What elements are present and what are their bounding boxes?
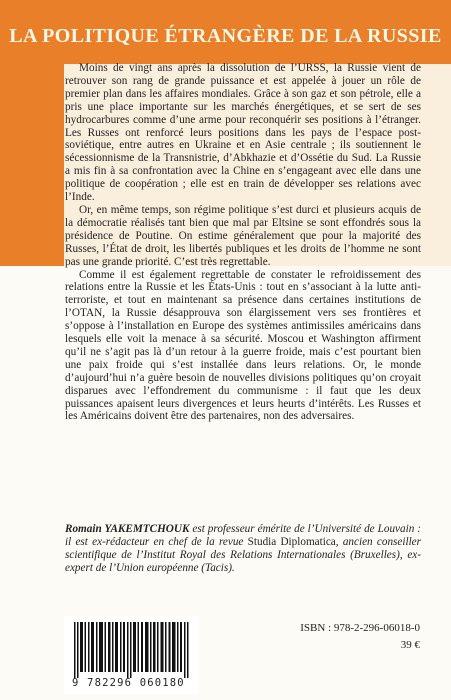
- author-bio-text-1: est professeur émérite de l’Université de Louvain : il est ex-rédacteur en chef de la revue: [65, 523, 421, 548]
- blurb-paragraph-3: Comme il est également regrettable de constater le refroidissement des relations entre la Russie et les États-Unis : tout en s’associant à la lutte anti-terroriste, et tout en maintenant sa présence dans certaines institutions de l’OTAN, la Russie désapprouva son élargissement vers ses frontières et s’oppose à l’installation en Europe des systèmes antimissiles américains dans lesquels elle voit la menace à sa sécurité. Moscou et Washington affirment qu’il ne s’agit pas là d’un retour à la guerre froide, mais c’est pourtant bien une paix froide qui s’est installée dans leurs relations. Or, le monde d’aujourd’hui n’a guère besoin de nouvelles divisions politiques qu’on croyait disparues avec l’effondrement du communisme : il faut que les deux puissances apaisent leurs divergences et leurs heurts d’intérêts. Les Russes et les Américains doivent être des partenaires, non des adversaires.: [65, 268, 421, 423]
- price: 39 €: [400, 639, 420, 651]
- barcode-number: 9 782296 060180: [72, 677, 185, 689]
- blurb-paragraph-2: Or, en même temps, son régime politique s’est durci et plusieurs acquis de la démocratie réalisés tant bien que mal par Eltsine se sont effondrés sous la présidence de Poutine. On estime généralement que pour la majorité des Russes, l’État de droit, les libertés publiques et les droits de l’homme ne sont pas une grande priorité. C’est très regrettable.: [65, 203, 421, 268]
- author-bio: [65, 523, 421, 575]
- blurb: [65, 62, 421, 423]
- journal-name: Studia Diplomatica: [247, 535, 336, 548]
- author-name: Romain YAKEMTCHOUK: [65, 523, 190, 535]
- blurb-paragraph-1: Moins de vingt ans après la dissolution de l’URSS, la Russie vient de retrouver son rang de grande puissance et est appelée à jouer un rôle de premier plan dans les affaires mondiales. Grâce à son gaz et son pétrole, elle a pris une place importante sur les marchés énergétiques, et se sert de ses hydrocarbures comme d’une arme pour reconquérir ses positions à l’étranger. Les Russes ont renforcé leurs positions dans les pays de l’espace post-soviétique, entre autres en Ukraine et en Asie centrale ; ils soutiennent le sécessionnisme de la Transnistrie, d’Abkhazie et d’Ossétie du Sud. La Russie a mis fin à sa confrontation avec la Chine en s’engageant avec elle dans une politique de coopération ; elle est en train de développer ses relations avec l’Inde.: [65, 62, 421, 204]
- barcode: [64, 616, 199, 694]
- author-bio-text-2: , ancien conseiller scientifique de l’Institut Royal des Relations Internationales (Bruxelles), ex-expert de l’Union européenne (Tacis).: [65, 535, 422, 574]
- barcode-icon: [74, 622, 189, 678]
- book-title: LA POLITIQUE ÉTRANGÈRE DE LA RUSSIE: [9, 25, 442, 47]
- isbn: ISBN : 978-2-296-06018-0: [300, 622, 420, 634]
